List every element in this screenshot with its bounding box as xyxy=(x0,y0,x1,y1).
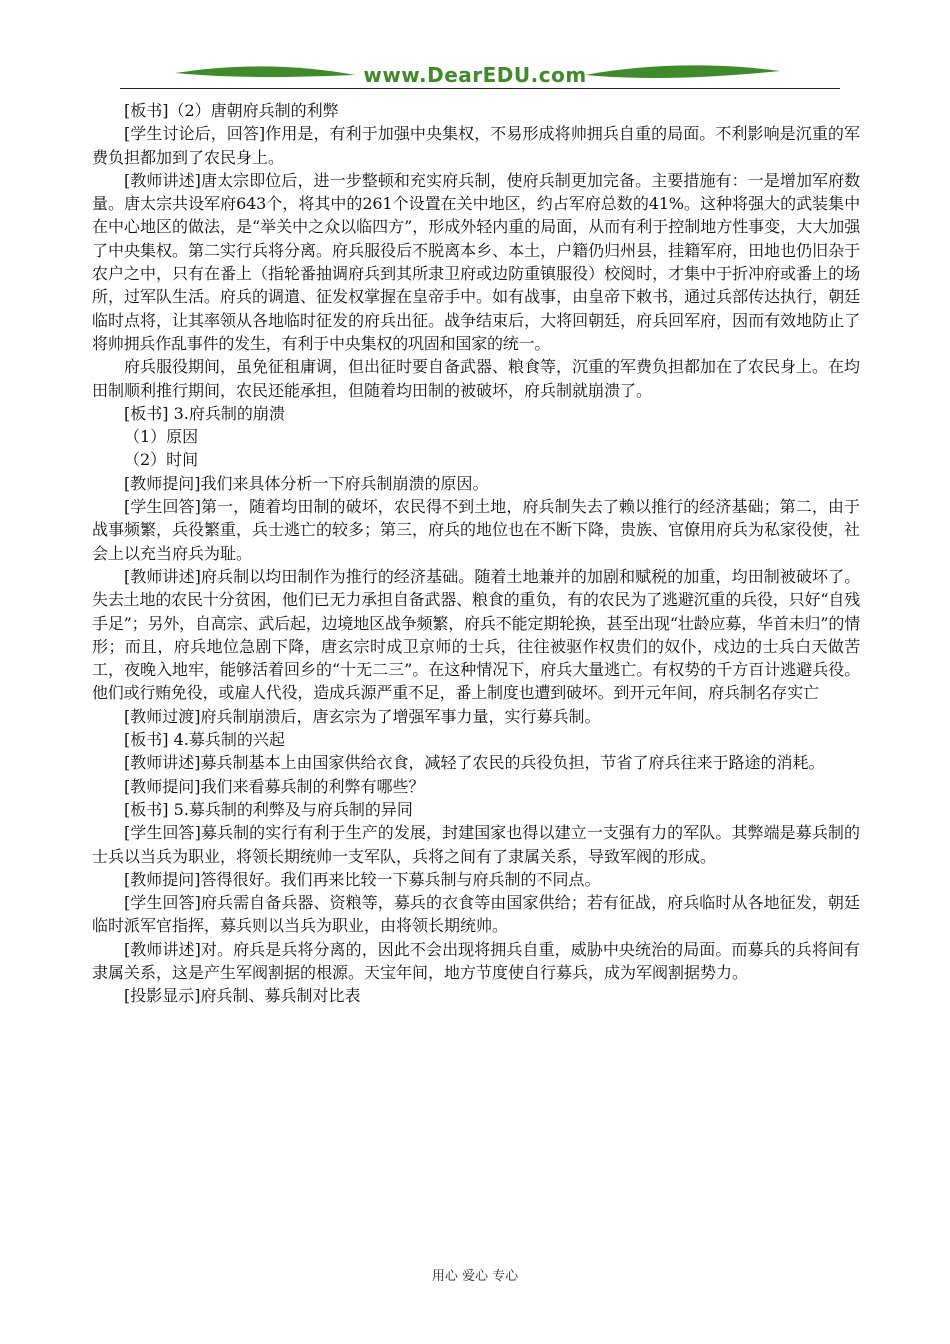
document-body xyxy=(92,99,860,1008)
paragraph: [教师提问]我们来具体分析一下府兵制崩溃的原因。 xyxy=(124,473,489,493)
header-rule xyxy=(120,88,840,89)
paragraph: （2）时间 xyxy=(124,450,199,470)
paragraph: [板书]（2）唐朝府兵制的利弊 xyxy=(124,101,339,120)
paragraph: [学生回答]府兵需自备兵器、资粮等，募兵的衣食等由国家供给；若有征战，府兵临时从各地征发，朝廷临时派军官指挥，募兵则以当兵为职业，由将领长期统帅。 xyxy=(92,893,860,936)
page-footer: 用心 爱心 专心 xyxy=(431,1269,519,1284)
paragraph: （1）原因 xyxy=(124,427,199,447)
paragraph: [教师提问]答得很好。我们再来比较一下募兵制与府兵制的不同点。 xyxy=(124,869,601,889)
paragraph: [学生讨论后，回答]作用是，有利于加强中央集权，不易形成将帅拥兵自重的局面。不利影响是沉重的军费负担都加到了农民身上。 xyxy=(92,124,860,167)
paragraph: [板书] 3.府兵制的崩溃 xyxy=(124,403,285,423)
paragraph: [教师讲述]唐太宗即位后，进一步整顿和充实府兵制，使府兵制更加完备。主要措施有：一是增加军府数量。唐太宗共设军府643个，将其中的261个设置在关中地区，约占军府总数的41%。这种将强大的武装集中在中心地区的做法，是“举关中之众以临四方”，形成外轻内重的局面，从而有利于控制地方性事变，大大加强了中央集权。第二实行兵将分离。府兵服役后不脱离本乡、本土，户籍仍归州县，挂籍军府，田地也仍旧杂于农户之中，只有在番上（指轮番抽调府兵到其所隶卫府或边防重镇服役）校阅时，才集中于折冲府或番上的场所，过军队生活。府兵的调遣、征发权掌握在皇帝手中。如有战事，由皇帝下敕书，通过兵部传达执行，朝廷临时点将，让其率领从各地临时征发的府兵出征。战争结束后，大将回朝廷，府兵回军府，因而有效地防止了将帅拥兵作乱事件的发生，有利于中央集权的巩固和国家的统一。 xyxy=(92,170,860,353)
paragraph: [教师提问]我们来看募兵制的利弊有哪些？ xyxy=(124,776,425,796)
paragraph: [板书] 4.募兵制的兴起 xyxy=(124,730,285,750)
paragraph: 府兵服役期间，虽免征租庸调，但出征时要自备武器、粮食等，沉重的军费负担都加在了农民身上。在均田制顺利推行期间，农民还能承担，但随着均田制的被破坏，府兵制就崩溃了。 xyxy=(92,357,861,400)
paragraph: [投影显示]府兵制、募兵制对比表 xyxy=(124,986,361,1006)
paragraph: [学生回答]第一，随着均田制的破坏，农民得不到土地，府兵制失去了赖以推行的经济基础；第二，由于战事频繁，兵役繁重，兵士逃亡的较多；第三，府兵的地位也在不断下降，贵族、官僚用府兵为私家役使，社会上以充当府兵为耻。 xyxy=(92,497,861,563)
paragraph: [教师讲述]对。府兵是兵将分离的，因此不会出现将拥兵自重，威胁中央统治的局面。而募兵的兵将间有隶属关系，这是产生军阀割据的根源。天宝年间，地方节度使自行募兵，成为军阀割据势力。 xyxy=(92,939,860,982)
site-logo-text: www.DearEDU.com xyxy=(363,63,587,87)
paragraph: [教师讲述]募兵制基本上由国家供给衣食，减轻了农民的兵役负担，节省了府兵往来于路途的消耗。 xyxy=(124,753,825,773)
paragraph: [教师讲述]府兵制以均田制作为推行的经济基础。随着土地兼并的加剧和赋税的加重，均田制被破坏了。失去土地的农民十分贫困，他们已无力承担自备武器、粮食的重负，有的农民为了逃避沉重的兵役，只好“自残手足”；另外，自高宗、武后起，边境地区战争频繁，府兵不能定期轮换，甚至出现“壮龄应募，华首未归”的情形；而且，府兵地位急剧下降，唐玄宗时成卫京师的士兵，往往被驱作权贵们的奴仆，戍边的士兵白天做苦工，夜晚入地牢，能够活着回乡的“十无二三”。在这种情况下，府兵大量逃亡。有权势的千方百计逃避兵役。他们或行贿免役，或雇人代役，造成兵源严重不足，番上制度也遭到破坏。到开元年间，府兵制名存实亡 xyxy=(92,566,860,703)
site-header xyxy=(0,55,950,95)
paragraph: [板书] 5.募兵制的利弊及与府兵制的异同 xyxy=(124,799,413,819)
paragraph: [教师过渡]府兵制崩溃后，唐玄宗为了增强军事力量，实行募兵制。 xyxy=(124,706,601,726)
paragraph: [学生回答]募兵制的实行有利于生产的发展，封建国家也得以建立一支强有力的军队。其弊端是募兵制的士兵以当兵为职业，将领长期统帅一支军队，兵将之间有了隶属关系，导致军阀的形成。 xyxy=(92,823,860,866)
